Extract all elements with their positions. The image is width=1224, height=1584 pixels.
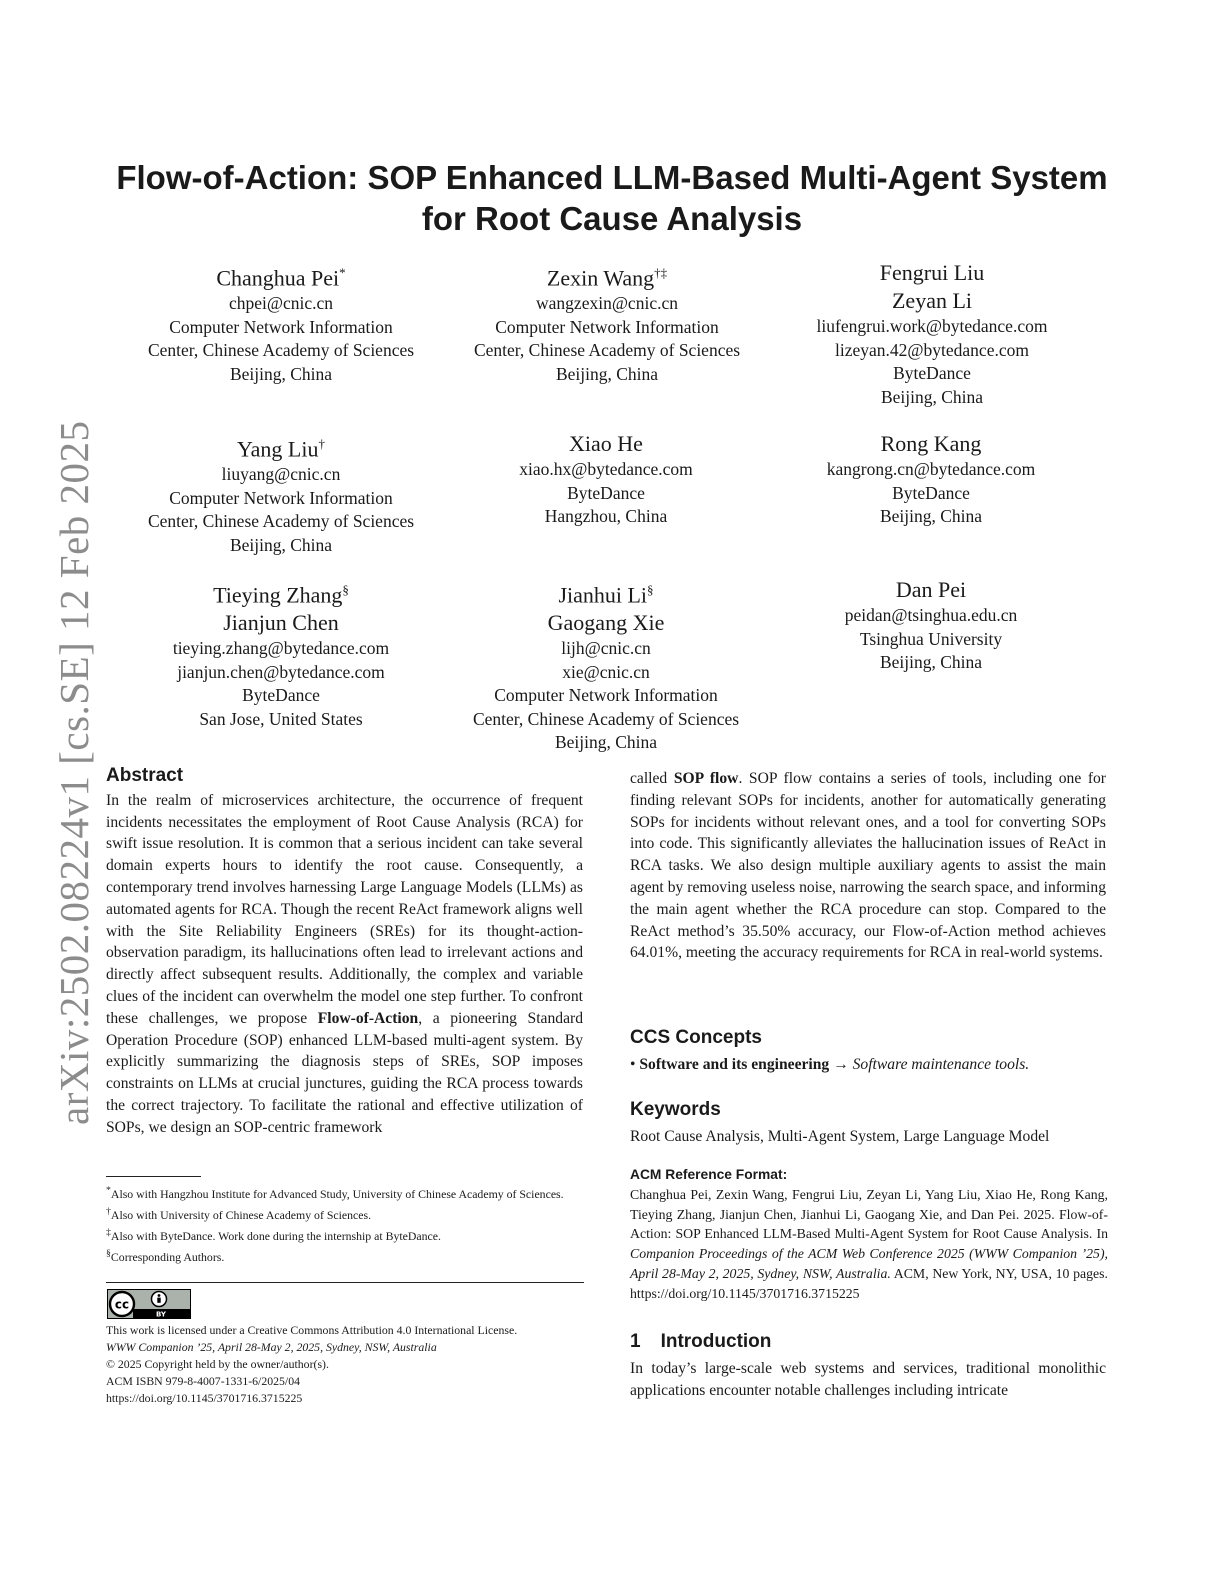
author-block [436, 576, 776, 755]
ccs-concept-sub: Software maintenance tools. [852, 1055, 1030, 1073]
acm-reference-venue: Companion Proceedings of the ACM Web Conference 2025 (WWW Companion ’25), April 28-May 2, 2025, Sydney, NSW, Australia. [630, 1246, 1108, 1281]
author-name: Rong Kang [880, 431, 982, 456]
author-name: Xiao He [569, 431, 643, 456]
author-location: Beijing, China [880, 386, 984, 407]
author-location: Beijing, China [229, 363, 333, 384]
footnote: *Also with Hangzhou Institute for Advanced Study, University of Chinese Academy of Sciences. [106, 1185, 564, 1201]
author-affiliation: Center, Chinese Academy of Sciences [147, 511, 415, 532]
author-email: jianjun.chen@bytedance.com [177, 661, 385, 682]
author-affiliation: Center, Chinese Academy of Sciences [472, 708, 740, 729]
author-block [762, 259, 1102, 409]
author-block [761, 430, 1101, 529]
abstract-emphasis: SOP flow [673, 770, 739, 787]
keywords-text: Root Cause Analysis, Multi-Agent System, Large Language Model [630, 1127, 1050, 1145]
keywords-section [630, 1099, 1106, 1148]
author-email: lijh@cnic.cn [561, 638, 651, 659]
license-isbn: ACM ISBN 979-8-4007-1331-6/2025/04 [106, 1374, 300, 1388]
author-location: Beijing, China [555, 363, 659, 384]
author-location: San Jose, United States [199, 708, 363, 729]
author-email: liuyang@cnic.cn [221, 464, 341, 485]
author-email: tieying.zhang@bytedance.com [172, 638, 390, 659]
acm-reference-format [630, 1165, 1108, 1304]
author-affiliation: Computer Network Information [169, 487, 393, 508]
author-block [111, 259, 451, 386]
author-location: Hangzhou, China [544, 506, 668, 526]
svg-text:cc: cc [114, 1297, 130, 1312]
abstract-text-part: In the realm of microservices architecture, the occurrence of frequent incidents necessitates the employment of Root Cause Analysis (RCA) for swift issue resolution. It is common that a serious incident can take several domain experts hours to identify the root cause. Consequently, a contemporary trend involves harnessing Large Language Models (LLMs) as automated agents for RCA. Though the recent ReAct framework aligns well with the Site Reliability Engineers (SREs) for its thought-action-observation paradigm, its hallucinations often lead to irrelevant actions and directly affect subsequent results. Additionally, the complex and variable clues of the incident can overwhelm the model one step further. To confront these challenges, we propose [106, 791, 583, 1027]
author-affiliation: Computer Network Information [494, 685, 718, 706]
acm-reference-text: Changhua Pei, Zexin Wang, Fengrui Liu, Zeyan Li, Yang Liu, Xiao He, Rong Kang, Tieying Zhang, Jianjun Chen, Jianhui Li, Gaogang Xie, and Dan Pei. 2025. Flow-of-Action: SOP Enhanced LLM-Based Multi-Agent System for Root Cause Analysis. In Companion Proceedings of the ACM Web Conference 2025 (WWW Companion ’25), April 28-May 2, 2025, Sydney, NSW, Australia. ACM, New York, NY, USA, 10 pages. https://doi.org/10.1145/3701716.3715225 [630, 1186, 1108, 1301]
title-line-1: Flow-of-Action: SOP Enhanced LLM-Based Multi-Agent System [116, 159, 1108, 196]
author-block [111, 576, 451, 731]
abstract-heading: Abstract [106, 765, 184, 786]
paper-title [90, 157, 1134, 239]
author-email: liufengrui.work@bytedance.com [816, 316, 1048, 336]
author-affiliation: ByteDance [567, 482, 645, 503]
license-block [106, 1322, 596, 1407]
abstract-text-part: called [630, 770, 674, 787]
ccs-section [630, 1027, 1106, 1076]
author-location: Beijing, China [554, 732, 658, 753]
author-email: lizeyan.42@bytedance.com [835, 339, 1029, 360]
title-line-2: for Root Cause Analysis [421, 200, 803, 237]
author-block [437, 259, 777, 386]
author-affiliation: ByteDance [892, 482, 970, 503]
ccs-heading: CCS Concepts [630, 1027, 762, 1048]
author-name: Zexin Wang [546, 265, 655, 291]
ccs-concept-main: Software and its engineering [639, 1055, 830, 1073]
author-affiliation: Computer Network Information [169, 316, 393, 337]
author-block [436, 430, 776, 529]
abstract-text [106, 790, 583, 1139]
author-mark: * [339, 265, 346, 280]
creative-commons-badge-icon[interactable] [107, 1289, 191, 1319]
author-email: chpei@cnic.cn [228, 293, 334, 314]
author-affiliation: Center, Chinese Academy of Sciences [473, 340, 741, 361]
author-affiliation: Computer Network Information [495, 316, 719, 337]
author-name: Zeyan Li [891, 288, 973, 313]
author-email: xie@cnic.cn [562, 661, 650, 682]
footnote-rule [106, 1176, 201, 1177]
abstract-emphasis: Flow-of-Action [317, 1009, 419, 1027]
author-affiliation: ByteDance [242, 685, 320, 706]
footnotes [106, 1182, 584, 1266]
license-text: This work is licensed under a Creative Commons Attribution 4.0 International License. [106, 1323, 518, 1337]
author-name: Jianjun Chen [223, 610, 339, 636]
introduction-heading: 1 Introduction [630, 1331, 772, 1352]
introduction-text: In today’s large-scale web systems and services, traditional monolithic applications encounter notable challenges including intricate [630, 1359, 1106, 1399]
author-location: Beijing, China [229, 534, 333, 555]
footnote: †Also with University of Chinese Academy of Sciences. [106, 1205, 372, 1222]
abstract-continued [630, 768, 1106, 964]
author-block [111, 430, 451, 557]
footnote: §Corresponding Authors. [106, 1247, 225, 1264]
author-affiliation: Center, Chinese Academy of Sciences [147, 340, 415, 361]
license-copyright: © 2025 Copyright held by the owner/author(s). [106, 1357, 329, 1371]
author-affiliation: Tsinghua University [859, 628, 1003, 649]
author-mark: †‡ [654, 265, 668, 280]
author-name: Jianhui Li [558, 582, 648, 608]
author-mark: § [647, 582, 654, 597]
license-venue: WWW Companion ’25, April 28-May 2, 2025, Sydney, NSW, Australia [106, 1340, 437, 1354]
author-block [761, 576, 1101, 675]
author-location: Beijing, China [879, 506, 983, 526]
author-location: Beijing, China [879, 652, 983, 672]
abstract-text-part: , a pioneering Standard Operation Procedure (SOP) enhanced LLM-based multi-agent system. By explicitly summarizing the diagnosis steps of SREs, SOP imposes constraints on LLMs at crucial junctures, guiding the RCA process towards the correct trajectory. To facilitate the rational and effective utilization of SOPs, we design an SOP-centric framework [106, 1009, 583, 1136]
author-email: kangrong.cn@bytedance.com [826, 459, 1036, 479]
author-mark: § [342, 582, 349, 597]
author-affiliation: ByteDance [893, 363, 971, 383]
introduction-section [630, 1331, 1106, 1401]
author-email: wangzexin@cnic.cn [536, 293, 678, 314]
author-name: Gaogang Xie [547, 610, 665, 636]
keywords-heading: Keywords [630, 1099, 721, 1120]
license-doi-link[interactable]: https://doi.org/10.1145/3701716.3715225 [106, 1391, 303, 1405]
acm-reference-heading: ACM Reference Format: [630, 1167, 788, 1182]
author-name: Changhua Pei [216, 265, 340, 291]
author-name: Dan Pei [895, 577, 967, 602]
author-name: Yang Liu [236, 436, 319, 462]
svg-text:BY: BY [155, 1310, 167, 1319]
license-rule [106, 1282, 584, 1283]
author-mark: † [318, 436, 325, 451]
abstract-text [630, 768, 1106, 964]
author-email: xiao.hx@bytedance.com [519, 459, 693, 479]
abstract-text-part: . SOP flow contains a series of tools, including one for finding relevant SOPs for incidents, another for automatically generating SOPs for incidents without relevant ones, and a tool for converting SOPs into code. This significantly alleviates the hallucination issues of ReAct in RCA tasks. We also design multiple auxiliary agents to assist the main agent by removing useless noise, narrowing the search space, and informing the main agent whether the RCA procedure can stop. Compared to the ReAct method’s 35.50% accuracy, our Flow-of-Action method achieves 64.01%, meeting the accuracy requirements for RCA in real-world systems. [630, 770, 1107, 962]
author-name: Tieying Zhang [213, 582, 343, 608]
abstract-section [106, 765, 583, 1139]
arxiv-stamp: arXiv:2502.08224v1 [cs.SE] 12 Feb 2025 [51, 420, 97, 1125]
author-email: peidan@tsinghua.edu.cn [844, 605, 1018, 625]
ccs-concept: • Software and its engineering → Software maintenance tools. [630, 1055, 1030, 1073]
author-name: Fengrui Liu [879, 260, 985, 285]
footnote: ‡Also with ByteDance. Work done during the internship at ByteDance. [106, 1226, 441, 1243]
